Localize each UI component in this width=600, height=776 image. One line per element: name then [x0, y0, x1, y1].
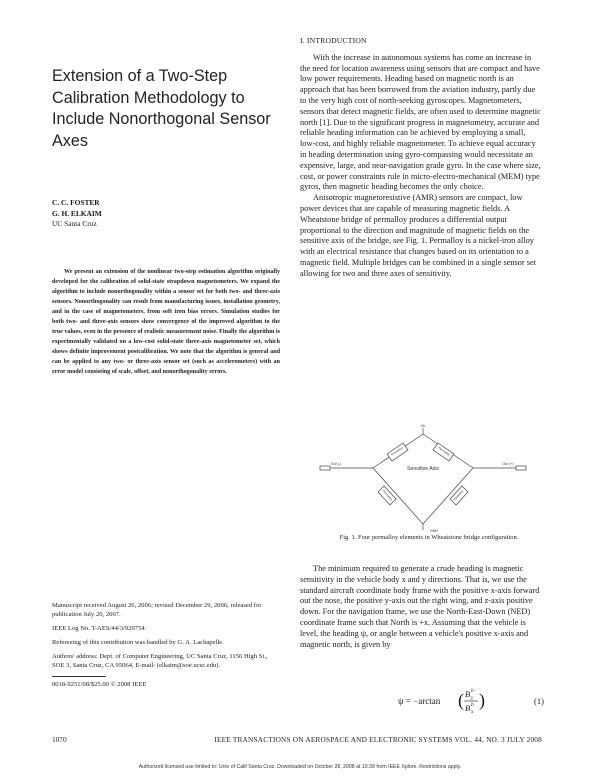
section-heading: I. INTRODUCTION — [300, 36, 367, 45]
authorized-use-notice: Authorized licensed use limited to: Univ of Calif Santa Cruz. Downloaded on October 28, 2008 at 19:39 from IEEE Xplore. Restrictions apply. — [138, 764, 462, 770]
equation-num-sup: b — [471, 688, 474, 694]
resistor-label-1: Permalloy — [390, 445, 404, 457]
footnote-rule — [52, 676, 106, 677]
equation-number: (1) — [534, 696, 544, 706]
authors-address: Authors' address: Dept. of Computer Engineering, UC Santa Cruz, 1156 High St., SOE 3, Santa Cruz, CA 95064, E-mail: (elkaim@soe.ucsc.edu). — [52, 652, 268, 669]
affiliation: UC Santa Cruz — [52, 219, 97, 228]
sensitive-axis-label: Sensitive Axis — [406, 466, 440, 472]
bridge-bottom-label: GND — [430, 529, 438, 533]
abstract — [52, 268, 280, 377]
abstract-text: We present an extension of the nonlinear two-step estimation algorithm originally developed for the calibration of solid-state strapdown magnetometers. We expand the algorithm to include nonorthogonality within a sensor set for both two- and three-axis sensors. Nonorthogonality can result from manufacturing issues, installation geometry, and in the case of magnetometers, from soft iron bias errors. Simulation studies for both two- and three-axis sensors show convergence of the improved algorithm to the true values, even in the presence of realistic measurement noise. Finally the algorithm is experimentally validated on a low-cost solid-state three-axis magnetometer set, which shows definite improvement postcalibration. We note that the algorithm is general and can be applied to any two- or three-axis sensor set (such as accelerometers) with an error model consisting of scale, offset, and nonorthogonality errors. — [52, 269, 280, 375]
ieee-log-number: IEEE Log No. T-AES/44/3/929754. — [52, 624, 147, 632]
author-2: G. H. ELKAIM — [52, 208, 102, 218]
wheatstone-bridge-figure — [318, 424, 528, 534]
heading-equation — [398, 686, 548, 716]
author-block — [52, 198, 102, 230]
intro-paragraph-1: With the increase in autonomous systems has come an increase in the need for location awareness using sensors that are compact and have low power requirements. Heading based on magnetic north is an approach that has been borrowed from the aviation industry, partly due to the very high cost of north-seeking gyroscopes. Magnetometers, sensors that detect magnetic fields, are often used to determine magnetic north [1]. Due to the significant progress in magnetometry, accurate and reliable heading information can be achieved by employing a small, low-cost, and highly reliable magnetometer. To achieve equal accuracy in heading determination using gyro-compassing would necessitate an expensive, large, and near-navigation grade gyro. In the case where size, cost, or power constraints rule in micro-electro-mechanical (MEM) type gyros, then magnetic heading becomes the only choice. — [300, 52, 541, 192]
body-section — [300, 564, 542, 650]
bridge-right-label: Out (+) — [502, 462, 514, 466]
svg-text:): ) — [479, 690, 485, 710]
footnotes — [52, 602, 280, 675]
journal-line: IEEE TRANSACTIONS ON AEROSPACE AND ELECTRONIC SYSTEMS VOL. 44, NO. 3 JULY 2008 — [214, 735, 542, 744]
resistor-label-4: Permalloy — [452, 489, 465, 502]
manuscript-dates: Manuscript received August 26, 2006; revised December 29, 2006; released for publication July 20, 2007. — [52, 602, 262, 618]
paper-title: Extension of a Two-Step Calibration Methodology to Include Nonorthogonal Sensor Axes — [52, 67, 271, 150]
body-paragraph-1: The minimum required to generate a crude heading is magnetic sensitivity in the vehicle body x and y directions. That is, we use the standard aircraft coordinate body frame with the positive x-axis forward out the nose, the positive y-axis out the right wing, and z-axis positive down. For the navigation frame, we use the North-East-Down (NED) coordinate frame such that North is +x. Assuming that the vehicle is level, the heading ψ, or angle between a vehicle's positive x-axis and magnetic north, is given by — [300, 564, 540, 649]
bridge-left-label: Out (-) — [330, 462, 342, 466]
author-1: C. C. FOSTER — [52, 198, 100, 207]
svg-text:(: ( — [458, 690, 464, 710]
bridge-top-label: Vb — [420, 424, 426, 428]
equation-num-sub: y — [471, 695, 474, 701]
equation-den-sup: b — [471, 702, 474, 708]
page-number: 1070 — [52, 735, 67, 744]
refereeing-note: Refereeing of this contribution was handled by G. A. Lachapelle. — [52, 638, 224, 646]
resistor-label-2: Permalloy — [437, 445, 451, 457]
equation-lhs: ψ = −arctan — [398, 696, 441, 706]
copyright: 0018-9251/08/$25.00 © 2008 IEEE — [52, 681, 147, 688]
equation-numerator: B — [465, 689, 471, 699]
equation-denominator: B — [465, 703, 471, 713]
equation-den-sub: x — [471, 709, 474, 715]
figure-caption: Fig. 1. Four permalloy elements in Wheatstone bridge configuration. — [339, 534, 519, 541]
introduction-section — [300, 36, 542, 280]
resistor-label-3: Permalloy — [381, 489, 394, 502]
intro-paragraph-2: Anisotropic magnetoresistive (AMR) sensors are compact, low power devices that are capable of measuring magnetic fields. A Wheatstone bridge of permalloy produces a differential output proportional to the direction and magnitude of magnetic fields on the sensitive axis of the bridge, see Fig. 1. Permalloy is a nickel-iron alloy with an electrical resistance that changes based on its orientation to a magnetic field. Multiple bridges can be combined in a single sensor set allowing for two and three axes of sensitivity. — [300, 193, 536, 278]
